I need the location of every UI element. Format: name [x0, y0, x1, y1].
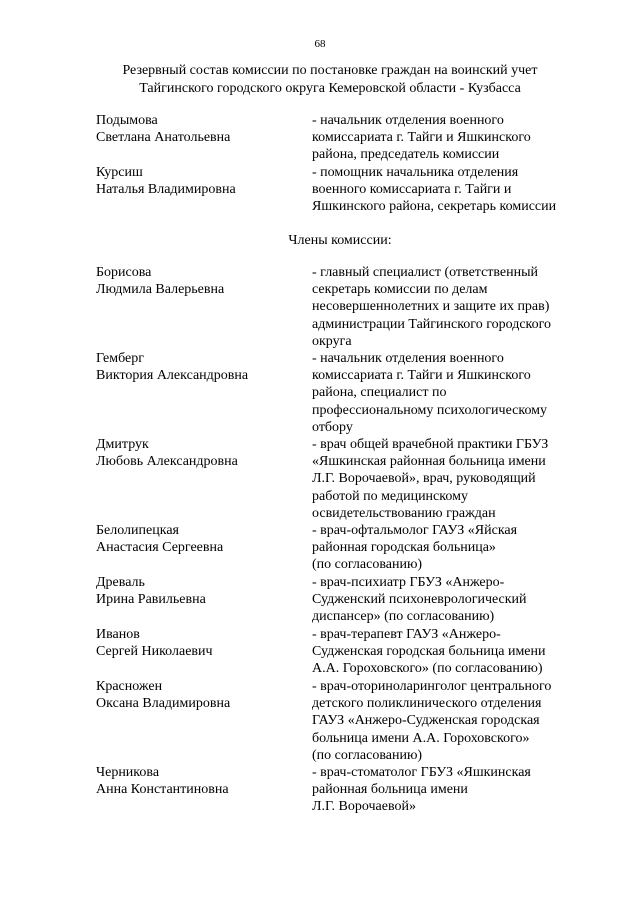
position-line: диспансер» (по согласованию) [312, 609, 495, 625]
position-line: - врач-стоматолог ГБУЗ «Яшкинская [312, 765, 531, 780]
person-position [312, 264, 592, 350]
person-name [96, 350, 296, 384]
position-line: ГАУЗ «Анжеро-Судженская городская [312, 713, 540, 729]
title-line-1: Резервный состав комиссии по постановке граждан на воинский учет [122, 63, 538, 78]
person-position [312, 764, 592, 816]
person-name [96, 264, 296, 298]
position-line: - врач-офтальмолог ГАУЗ «Яйская [312, 523, 518, 538]
position-line: больница имени А.А. Гороховского» [312, 730, 530, 746]
position-line: (по согласованию) [312, 747, 423, 763]
person-name [96, 764, 296, 798]
person-name [96, 626, 296, 660]
position-line: комиссариата г. Тайги и Яшкинского [312, 130, 531, 146]
surname: Борисова [96, 265, 152, 280]
position-line: профессиональному психологическому [312, 402, 548, 418]
position-line: - врач-терапевт ГАУЗ «Анжеро- [312, 627, 501, 642]
position-line: районная больница имени [312, 782, 468, 798]
position-line: - начальник отделения военного [312, 351, 504, 366]
position-line: освидетельствованию граждан [312, 505, 496, 521]
person-name [96, 574, 296, 608]
position-line: - помощник начальника отделения [312, 165, 519, 180]
given-names: Виктория Александровна [96, 368, 249, 384]
surname: Красножен [96, 679, 163, 694]
person-name [96, 522, 296, 556]
position-line: Судженская городская больница имени [312, 644, 546, 660]
given-names: Оксана Владимировна [96, 696, 231, 712]
surname: Белолипецкая [96, 523, 179, 538]
person-position [312, 436, 592, 522]
given-names: Наталья Владимировна [96, 182, 236, 198]
given-names: Сергей Николаевич [96, 644, 213, 660]
position-line: - врач общей врачебной практики ГБУЗ [312, 437, 549, 452]
position-line: - начальник отделения военного [312, 113, 504, 128]
person-position [312, 164, 592, 216]
position-line: секретарь комиссии по делам [312, 282, 488, 298]
document-title [60, 62, 600, 98]
person-name [96, 112, 296, 146]
person-position [312, 626, 592, 678]
given-names: Любовь Александровна [96, 454, 238, 470]
surname: Черникова [96, 765, 160, 780]
surname: Гемберг [96, 351, 144, 366]
position-line: военного комиссариата г. Тайги и [312, 182, 512, 198]
position-line: Л.Г. Ворочаевой», врач, руководящий [312, 471, 536, 487]
page-number: 68 [314, 38, 326, 50]
position-line: (по согласованию) [312, 557, 423, 573]
title-line-2: Тайгинского городского округа Кемеровской области - Кузбасса [139, 81, 521, 96]
person-name [96, 678, 296, 712]
person-position [312, 678, 592, 764]
surname: Дмитрук [96, 437, 149, 452]
given-names: Ирина Равильевна [96, 592, 206, 608]
position-line: района, председатель комиссии [312, 147, 500, 163]
surname: Иванов [96, 627, 140, 642]
given-names: Анастасия Сергеевна [96, 540, 224, 556]
position-line: работой по медицинскому [312, 488, 468, 504]
position-line: - врач-психиатр ГБУЗ «Анжеро- [312, 575, 505, 590]
person-position [312, 574, 592, 626]
position-line: - главный специалист (ответственный [312, 265, 539, 280]
surname: Курсиш [96, 165, 143, 180]
position-line: района, специалист по [312, 385, 447, 401]
given-names: Людмила Валерьевна [96, 282, 225, 298]
given-names: Анна Константиновна [96, 782, 229, 798]
person-position [312, 522, 592, 574]
person-position [312, 350, 592, 436]
person-position [312, 112, 592, 164]
person-name [96, 164, 296, 198]
position-line: отбору [312, 419, 353, 435]
surname: Древаль [96, 575, 145, 590]
position-line: Л.Г. Ворочаевой» [312, 799, 416, 815]
position-line: Судженский психоневрологический [312, 592, 527, 608]
position-line: «Яшкинская районная больница имени [312, 454, 546, 470]
position-line: детского поликлинического отделения [312, 696, 542, 712]
position-line: комиссариата г. Тайги и Яшкинского [312, 368, 531, 384]
members-heading: Члены комиссии: [288, 233, 392, 248]
position-line: несовершеннолетних и защите их прав) [312, 299, 550, 315]
position-line: округа [312, 333, 352, 349]
position-line: районная городская больница» [312, 540, 496, 556]
position-line: администрации Тайгинского городского [312, 316, 552, 332]
position-line: - врач-оториноларинголог центрального [312, 679, 552, 694]
person-name [96, 436, 296, 470]
position-line: А.А. Гороховского» (по согласованию) [312, 661, 543, 677]
given-names: Светлана Анатольевна [96, 130, 231, 146]
position-line: Яшкинского района, секретарь комиссии [312, 199, 557, 215]
surname: Подымова [96, 113, 158, 128]
